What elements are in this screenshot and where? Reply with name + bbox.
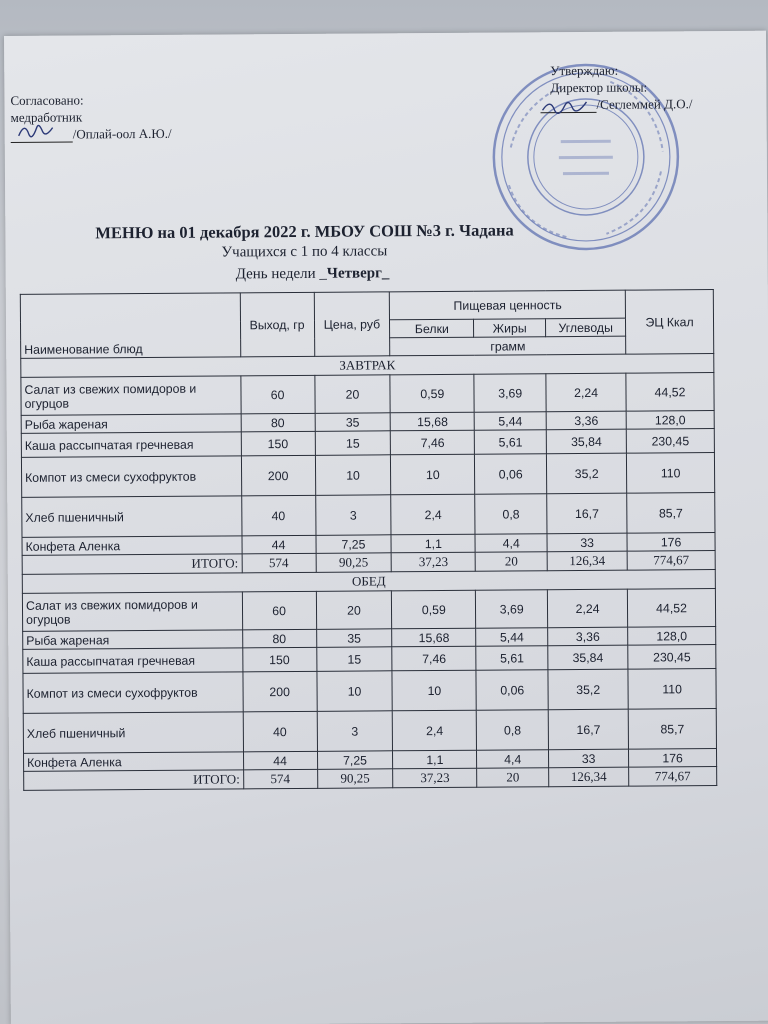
total-label: ИТОГО: <box>24 770 244 791</box>
cell-price: 10 <box>316 671 392 712</box>
total-price: 90,25 <box>317 769 393 789</box>
cell-price: 7,25 <box>317 751 393 770</box>
cell-output: 60 <box>240 375 314 414</box>
cell-price: 20 <box>316 591 392 630</box>
cell-carbs: 3,36 <box>546 411 626 430</box>
cell-fat: 5,44 <box>474 412 546 431</box>
cell-carbs: 16,7 <box>548 709 628 750</box>
total-price: 90,25 <box>316 553 392 573</box>
agreed-block <box>10 91 171 143</box>
table-row <box>21 373 714 416</box>
header-carbs: Углеводы <box>546 318 626 337</box>
cell-kcal: 44,52 <box>626 373 714 412</box>
header-unit: грамм <box>390 336 626 356</box>
total-kcal: 774,67 <box>629 767 717 787</box>
total-carbs: 126,34 <box>549 767 629 787</box>
cell-fat: 3,69 <box>476 590 548 629</box>
total-row <box>24 767 717 791</box>
menu-subtitle: Учащихся с 1 по 4 классы <box>221 243 388 261</box>
cell-kcal: 230,45 <box>628 645 716 670</box>
weekday-name: Четверг_ <box>326 265 390 282</box>
total-output: 574 <box>243 769 317 789</box>
dish-name: Салат из свежих помидоров и огурцов <box>21 376 241 416</box>
director-signature-row <box>540 95 692 113</box>
cell-protein: 10 <box>392 670 476 711</box>
cell-protein: 15,68 <box>391 412 475 431</box>
table-row <box>22 493 715 538</box>
dish-name: Компот из смеси сухофруктов <box>23 672 243 714</box>
cell-price: 15 <box>316 647 392 672</box>
menu-table <box>20 289 717 791</box>
cell-price: 20 <box>314 375 390 414</box>
cell-fat: 5,61 <box>476 646 548 671</box>
header-fat: Жиры <box>474 319 546 338</box>
cell-carbs: 35,2 <box>548 669 628 710</box>
director-signature <box>540 98 596 113</box>
cell-fat: 0,06 <box>475 454 547 495</box>
cell-price: 7,25 <box>315 535 391 554</box>
menu-title: МЕНЮ на 01 декабря 2022 г. МБОУ СОШ №3 г. Чадана <box>95 220 514 243</box>
cell-fat: 5,44 <box>476 628 548 647</box>
cell-protein: 15,68 <box>392 628 476 647</box>
cell-price: 35 <box>315 413 391 432</box>
cell-kcal: 110 <box>628 669 716 710</box>
total-protein: 37,23 <box>391 552 475 572</box>
table-row <box>23 669 716 714</box>
agreed-label: Согласовано: <box>10 92 84 108</box>
weekday-prefix: День недели _ <box>235 265 327 283</box>
total-kcal: 774,67 <box>627 551 715 571</box>
cell-output: 150 <box>242 647 316 672</box>
total-fat: 20 <box>477 768 549 788</box>
header-price: Цена, руб <box>314 292 390 357</box>
dish-name: Каша рассыпчатая гречневая <box>21 432 241 458</box>
cell-fat: 3,69 <box>474 374 546 413</box>
cell-output: 150 <box>241 431 315 456</box>
cell-fat: 0,06 <box>476 670 548 711</box>
cell-protein: 0,59 <box>390 374 474 413</box>
cell-output: 40 <box>243 711 317 752</box>
cell-kcal: 44,52 <box>627 589 715 628</box>
cell-kcal: 128,0 <box>626 411 714 430</box>
weekday-line <box>236 265 390 283</box>
cell-fat: 4,4 <box>477 750 549 769</box>
cell-protein: 2,4 <box>393 710 477 751</box>
cell-price: 3 <box>315 495 391 536</box>
cell-kcal: 128,0 <box>628 627 716 646</box>
header-dish: Наименование блюд <box>20 293 240 359</box>
cell-output: 44 <box>242 535 316 554</box>
approved-label: Утверждаю: <box>550 62 619 79</box>
table-row <box>21 453 714 498</box>
cell-protein: 0,59 <box>392 590 476 629</box>
cell-carbs: 35,84 <box>548 645 628 670</box>
medic-label: медработник <box>10 109 83 125</box>
table-row <box>23 709 716 754</box>
cell-fat: 0,8 <box>476 710 548 751</box>
cell-price: 15 <box>315 431 391 456</box>
cell-carbs: 35,84 <box>546 429 626 454</box>
dish-name: Каша рассыпчатая гречневая <box>23 648 243 674</box>
cell-output: 80 <box>241 413 315 432</box>
dish-name: Конфета Аленка <box>24 752 244 772</box>
total-protein: 37,23 <box>393 768 477 788</box>
cell-carbs: 35,2 <box>547 453 627 494</box>
dish-name: Рыба жареная <box>23 630 243 650</box>
section-title: ЗАВТРАК <box>21 354 714 378</box>
header-energy: ЭЦ Ккал <box>625 290 713 355</box>
cell-output: 80 <box>242 629 316 648</box>
header-protein: Белки <box>390 319 474 338</box>
menu-document <box>4 31 768 1024</box>
cell-price: 35 <box>316 629 392 648</box>
total-label: ИТОГО: <box>22 554 242 575</box>
cell-protein: 2,4 <box>391 494 475 535</box>
cell-output: 40 <box>241 495 315 536</box>
medic-signature-row <box>11 125 172 143</box>
cell-output: 44 <box>243 751 317 770</box>
cell-output: 200 <box>243 671 317 712</box>
cell-output: 60 <box>242 591 316 630</box>
header-output: Выход, гр <box>240 292 314 357</box>
cell-carbs: 33 <box>547 533 627 552</box>
total-fat: 20 <box>475 552 547 572</box>
dish-name: Конфета Аленка <box>22 536 242 556</box>
section-title: ОБЕД <box>22 570 715 594</box>
cell-kcal: 230,45 <box>626 429 714 454</box>
header-nutrition: Пищевая ценность <box>390 290 626 320</box>
cell-kcal: 176 <box>627 533 715 552</box>
medic-name: /Оплай-оол А.Ю./ <box>72 125 172 142</box>
cell-protein: 10 <box>391 454 475 495</box>
total-carbs: 126,34 <box>547 551 627 571</box>
cell-fat: 0,8 <box>475 494 547 535</box>
table-row <box>22 589 715 632</box>
dish-name: Хлеб пшеничный <box>23 712 243 754</box>
cell-carbs: 16,7 <box>547 493 627 534</box>
cell-kcal: 85,7 <box>628 709 716 750</box>
cell-carbs: 33 <box>549 749 629 768</box>
dish-name: Рыба жареная <box>21 414 241 434</box>
dish-name: Компот из смеси сухофруктов <box>21 456 241 498</box>
director-label: Директор школы: <box>550 79 648 96</box>
cell-protein: 1,1 <box>393 750 477 769</box>
cell-carbs: 2,24 <box>546 373 626 412</box>
cell-protein: 7,46 <box>392 646 476 671</box>
cell-fat: 4,4 <box>475 534 547 553</box>
cell-fat: 5,61 <box>474 430 546 455</box>
dish-name: Хлеб пшеничный <box>22 496 242 538</box>
cell-kcal: 85,7 <box>627 493 715 534</box>
cell-protein: 1,1 <box>391 534 475 553</box>
cell-carbs: 3,36 <box>548 627 628 646</box>
director-name: /Сеглеммей Д.О./ <box>596 96 693 112</box>
cell-output: 200 <box>241 455 315 496</box>
total-output: 574 <box>242 553 316 573</box>
cell-kcal: 110 <box>626 453 714 494</box>
dish-name: Салат из свежих помидоров и огурцов <box>22 592 242 632</box>
approved-block <box>540 61 692 113</box>
cell-kcal: 176 <box>629 749 717 768</box>
cell-price: 10 <box>315 455 391 496</box>
medic-signature <box>11 128 73 143</box>
cell-price: 3 <box>317 711 393 752</box>
cell-carbs: 2,24 <box>548 589 628 628</box>
cell-protein: 7,46 <box>391 430 475 455</box>
